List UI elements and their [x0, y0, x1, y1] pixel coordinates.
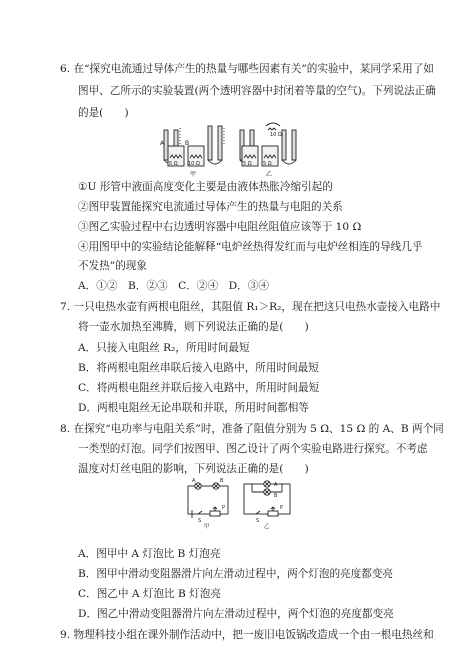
q9-stem-line1: 9. 物理科技小组在课外制作活动中，把一废旧电饭锅改造成一个由一根电热丝和	[60, 629, 434, 641]
q8-fig-label-a-right: A	[274, 482, 278, 488]
q6-fig-right	[240, 123, 296, 166]
q8-stem-line2: 一类型的灯泡。同学们按图甲、图乙设计了两个实验电路进行探究。不考虑	[78, 443, 428, 455]
q6-figure	[158, 120, 308, 178]
q6-fig-caption-left: 甲	[190, 171, 197, 178]
q6-statement-3: ③图乙实验过程中右边透明容器中电阻丝阻值应该等于 10 Ω	[78, 221, 362, 233]
q6-fig-r4: 5 Ω	[263, 161, 272, 167]
q8-fig-caption-left: 甲	[204, 524, 210, 530]
q8-stem-line1: 8. 在探究“电功率与电阻关系”时，准备了阻值分别为 5 Ω、15 Ω 的 A、B 两个同	[60, 423, 444, 435]
q7-option-a: A．只接入电阻丝 R₂，所用时间最短	[78, 342, 250, 354]
q6-fig-label-a: A	[160, 140, 165, 147]
q7-stem-line2: 将一壶水加热至沸腾，则下列说法正确的是( )	[78, 321, 309, 333]
q8-option-a: A．图甲中 A 灯泡比 B 灯泡亮	[78, 548, 221, 560]
q8-option-b: B．图甲中滑动变阻器滑片向左滑动过程中，两个灯泡的亮度都变亮	[78, 568, 394, 580]
q6-fig-left	[164, 126, 224, 166]
q7-option-c: C．将两根电阻丝并联后接入电路中，所用时间最短	[78, 382, 320, 394]
q6-statement-4a: ④用图甲中的实验结论能解释“电炉丝热得发红而与电炉丝相连的导线几乎	[78, 241, 423, 253]
q6-statement-2: ②图甲装置能探究电流通过导体产生的热量与电阻的关系	[78, 201, 343, 213]
q8-fig-label-a-left: A	[192, 478, 196, 484]
q6-stem-line2: 图甲、乙所示的实验装置(两个透明容器中封闭着等量的空气)。下列说法正确	[78, 85, 436, 97]
q8-fig-label-s-right: S	[256, 518, 260, 524]
q8-option-c: C．图乙中 A 灯泡比 B 灯泡亮	[78, 588, 221, 600]
q6-stem-line1: 6. 在“探究电流通过导体产生的热量与哪些因素有关”的实验中，某同学采用了如	[60, 63, 434, 75]
q8-fig-label-p-right: P	[280, 505, 284, 511]
q8-fig-label-s-left: S	[198, 518, 202, 524]
q8-fig-label-b-right: B	[274, 493, 278, 499]
q6-fig-r5: 10 Ω	[270, 132, 282, 138]
q6-fig-r3: 5 Ω	[243, 161, 252, 167]
q8-option-d: D．图乙中滑动变阻器滑片向左滑动过程中，两个灯泡的亮度都变亮	[78, 608, 394, 620]
q6-fig-r1: 5 Ω	[169, 161, 178, 167]
q8-fig-label-p-left: P	[222, 505, 226, 511]
q6-options: A．①② B．②③ C．②④ D．③④	[78, 280, 269, 292]
q6-statement-4b: 不发热”的现象	[78, 260, 147, 272]
q8-figure	[184, 478, 296, 530]
q6-statement-1: ①U 形管中液面高度变化主要是由液体热胀冷缩引起的	[78, 181, 333, 193]
q8-stem-line3: 温度对灯丝电阻的影响，下列说法正确的是( )	[78, 463, 309, 475]
q7-option-b: B．将两根电阻丝串联后接入电路中，所用时间最短	[78, 362, 319, 374]
q6-stem-line3: 的是( )	[78, 107, 129, 119]
q6-fig-caption-right: 乙	[266, 171, 273, 178]
q6-fig-r2: 10 Ω	[188, 161, 200, 167]
q7-option-d: D．两根电阻丝无论串联和并联，所用时间都相等	[78, 402, 309, 414]
q8-fig-caption-right: 乙	[264, 524, 270, 530]
q8-fig-label-b-left: B	[220, 478, 224, 484]
q6-fig-label-b: B	[185, 140, 190, 147]
q7-stem-line1: 7. 一只电热水壶有两根电阻丝，其阻值 R₁＞R₂，现在把这只电热水壶接入电路中	[60, 301, 441, 313]
